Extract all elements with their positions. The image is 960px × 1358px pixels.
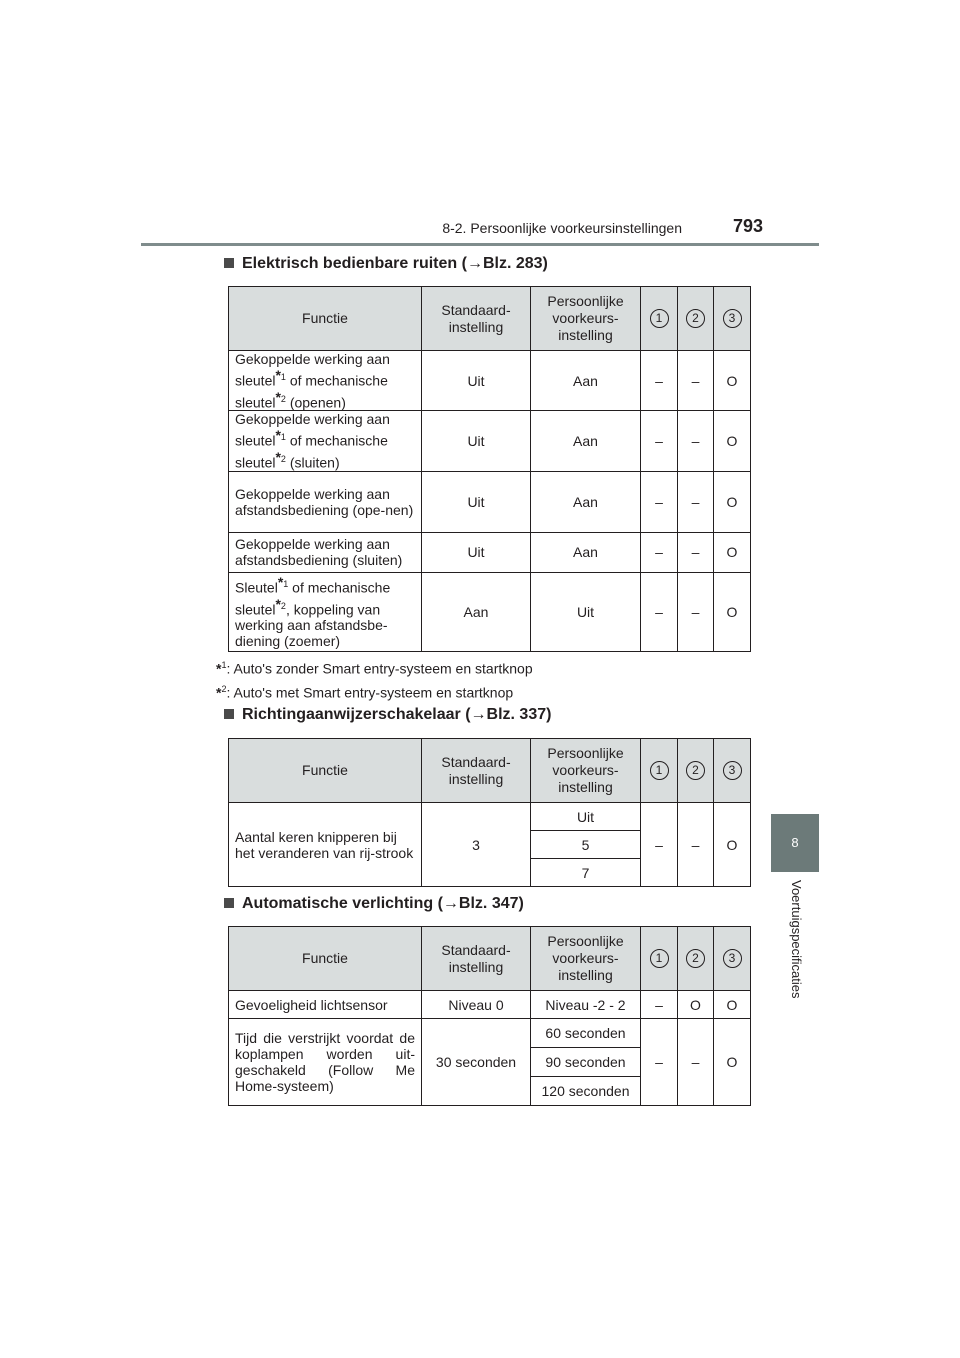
personal-cell: Niveau -2 - 2 — [531, 991, 641, 1019]
setting-2-cell: – — [678, 1019, 714, 1106]
auto-lights-settings-table — [228, 926, 751, 1106]
setting-3-cell: O — [714, 572, 751, 651]
function-cell: Aantal keren knipperen bij het veranderen van rij-strook — [229, 803, 422, 887]
setting-3-cell: O — [714, 411, 751, 471]
setting-1-cell: – — [641, 1019, 678, 1106]
col-header-function: Functie — [229, 739, 422, 803]
table-row — [229, 351, 751, 411]
circled-3-icon: 3 — [723, 949, 742, 968]
setting-3-cell: O — [714, 803, 751, 887]
circled-3-icon: 3 — [723, 761, 742, 780]
footnote-2: *$^2$: Auto's met Smart entry-systeem en startknop — [216, 684, 514, 701]
square-bullet-icon — [224, 709, 234, 719]
col-header-personal: Persoonlijke voorkeurs-instelling — [531, 739, 641, 803]
table-row — [229, 471, 751, 532]
col-header-default: Standaard-instelling — [422, 287, 531, 351]
function-cell: Gekoppelde werking aan afstandsbediening (sluiten) — [229, 532, 422, 572]
personal-cell: Aan — [531, 351, 641, 411]
setting-2-cell: O — [678, 991, 714, 1019]
setting-1-cell: – — [641, 471, 678, 532]
col-header-default: Standaard-instelling — [422, 739, 531, 803]
windows-settings-table — [228, 286, 751, 652]
personal-option-cell: 7 — [531, 859, 641, 887]
chapter-label: Voertuigspecificaties — [789, 880, 804, 999]
default-cell: Uit — [422, 411, 531, 471]
table-row — [229, 991, 751, 1019]
personal-cell: Aan — [531, 532, 641, 572]
setting-2-cell: – — [678, 471, 714, 532]
setting-1-cell: – — [641, 803, 678, 887]
setting-2-cell: – — [678, 572, 714, 651]
setting-2-cell: – — [678, 411, 714, 471]
col-header-personal: Persoonlijke voorkeurs-instelling — [531, 287, 641, 351]
turn-signal-settings-table — [228, 738, 751, 887]
circled-2-icon: 2 — [686, 309, 705, 328]
personal-cell: Uit — [531, 572, 641, 651]
function-cell: Gekoppelde werking aan afstandsbediening (ope-nen) — [229, 471, 422, 532]
table-row — [229, 572, 751, 651]
col-header-function: Functie — [229, 287, 422, 351]
circled-1-icon: 1 — [650, 949, 669, 968]
personal-option-cell: Uit — [531, 803, 641, 831]
setting-2-cell: – — [678, 351, 714, 411]
setting-3-cell: O — [714, 1019, 751, 1106]
circled-2-icon: 2 — [686, 949, 705, 968]
setting-1-cell: – — [641, 411, 678, 471]
personal-option-cell: 5 — [531, 831, 641, 859]
setting-3-cell: O — [714, 532, 751, 572]
setting-2-cell: – — [678, 803, 714, 887]
page-number: 793 — [733, 216, 764, 236]
square-bullet-icon — [224, 258, 234, 268]
setting-3-cell: O — [714, 991, 751, 1019]
personal-cell: Aan — [531, 411, 641, 471]
default-cell: Aan — [422, 572, 531, 651]
personal-option-cell: 120 seconden — [531, 1077, 641, 1106]
table-row — [229, 803, 751, 831]
table-row — [229, 411, 751, 471]
circled-1-icon: 1 — [650, 309, 669, 328]
setting-3-cell: O — [714, 351, 751, 411]
setting-1-cell: – — [641, 991, 678, 1019]
section-title-turn-signal: Richtingaanwijzerschakelaar (→Blz. 337) — [224, 706, 551, 724]
section-title-auto-lights: Automatische verlichting (→Blz. 347) — [224, 895, 524, 913]
circled-3-icon: 3 — [723, 309, 742, 328]
default-cell: Uit — [422, 471, 531, 532]
function-cell: Tijd die verstrijkt voordat de koplampen worden uit-geschakeld (Follow Me Home-systeem) — [229, 1019, 422, 1106]
col-header-personal: Persoonlijke voorkeurs-instelling — [531, 927, 641, 991]
circled-2-icon: 2 — [686, 761, 705, 780]
default-cell: Uit — [422, 532, 531, 572]
section-title-windows: Elektrisch bedienbare ruiten (→Blz. 283) — [224, 255, 548, 273]
col-header-default: Standaard-instelling — [422, 927, 531, 991]
circled-1-icon: 1 — [650, 761, 669, 780]
function-cell: Gevoeligheid lichtsensor — [229, 991, 422, 1019]
function-cell: Gekoppelde werking aan sleutel$^{*1}$ of mechanische sleutel$^{*2}$ (sluiten) — [229, 411, 422, 471]
square-bullet-icon — [224, 898, 234, 908]
function-cell: Gekoppelde werking aan sleutel$^{*1}$ of mechanische sleutel$^{*2}$ (openen) — [229, 351, 422, 411]
setting-2-cell: – — [678, 532, 714, 572]
footnote-1: *$^1$: Auto's zonder Smart entry-systeem en startknop — [216, 660, 533, 677]
default-cell: 3 — [422, 803, 531, 887]
personal-option-cell: 90 seconden — [531, 1048, 641, 1077]
function-cell: Sleutel$^{*1}$ of mechanische sleutel$^{*2}$, koppeling van werking aan afstandsbe-diening (zoemer) — [229, 572, 422, 651]
personal-option-cell: 60 seconden — [531, 1019, 641, 1048]
header-divider — [141, 243, 819, 246]
setting-1-cell: – — [641, 351, 678, 411]
col-header-function: Functie — [229, 927, 422, 991]
table-row — [229, 1019, 751, 1048]
default-cell: Niveau 0 — [422, 991, 531, 1019]
chapter-tab: 8 — [771, 814, 819, 872]
personal-cell: Aan — [531, 471, 641, 532]
setting-3-cell: O — [714, 471, 751, 532]
setting-1-cell: – — [641, 572, 678, 651]
default-cell: Uit — [422, 351, 531, 411]
setting-1-cell: – — [641, 532, 678, 572]
table-row — [229, 532, 751, 572]
default-cell: 30 seconden — [422, 1019, 531, 1106]
header-title: 8-2. Persoonlijke voorkeursinstellingen — [442, 220, 682, 236]
